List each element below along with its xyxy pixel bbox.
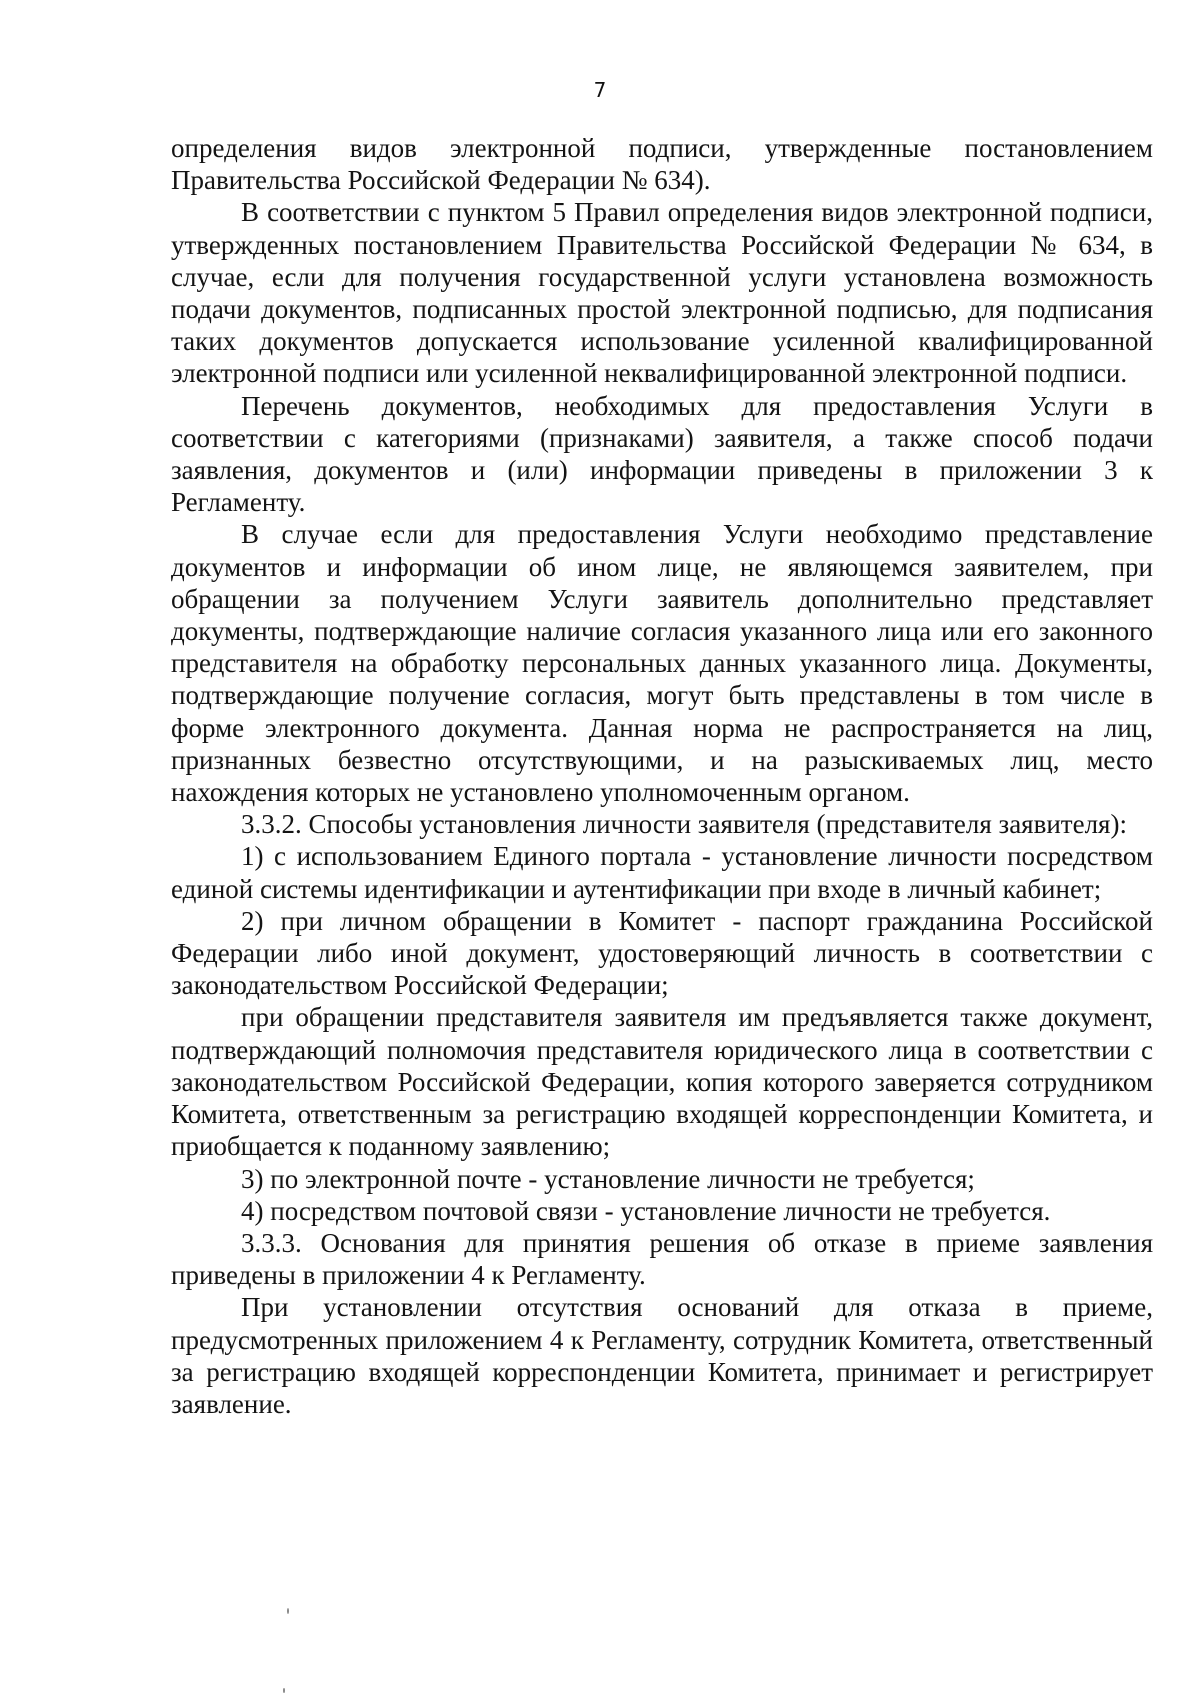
scan-speck [283, 1688, 285, 1693]
list-item-4: 4) посредством почтовой связи - установление личности не требуется. [241, 1195, 1051, 1226]
section-heading-3-3-3: 3.3.3. Основания для принятия решения об отказе в приеме заявления приведены в приложении 4 к Регламенту. [171, 1227, 1153, 1291]
paragraph-third-party-consent: В случае если для предоставления Услуги необходимо представление документов и информации об ином лице, не являющемся заявителем, при обращении за получением Услуги заявитель дополнительно представляет документы, подтверждающие наличие согласия указанного лица или его законного представителя на обработку персональных данных указанного лица. Документы, подтверждающие получение согласия, могут быть представлены в том числе в форме электронного документа. Данная норма не распространяется на лиц, признанных безвестно отсутствующими, и на разыскиваемых лиц, место нахождения которых не установлено уполномоченным органом. [171, 519, 1153, 808]
document-body [171, 132, 1153, 1420]
list-item-1: 1) с использованием Единого портала - установление личности посредством единой системы идентификации и аутентификации при входе в личный кабинет; [171, 841, 1153, 904]
paragraph-signature-rule: В соответствии с пунктом 5 Правил определения видов электронной подписи, утвержденных постановлением Правительства Российской Федерации № 634, в случае, если для получения государственной услуги установлена возможность подачи документов, подписанных простой электронной подписью, для подписания таких документов допускается использование усиленной квалифицированной электронной подписи или усиленной неквалифицированной электронной подписи. [171, 197, 1153, 389]
scan-speck [287, 1608, 289, 1614]
paragraph-documents-list: Перечень документов, необходимых для предоставления Услуги в соответствии с категориями (признаками) заявителя, а также способ подачи заявления, документов и (или) информации приведены в приложении 3 к Регламенту. [171, 390, 1153, 518]
section-heading-3-3-2: 3.3.2. Способы установления личности заявителя (представителя заявителя): [241, 809, 1127, 840]
list-item-3: 3) по электронной почте - установление личности не требуется; [241, 1163, 975, 1194]
page-number: 7 [593, 78, 607, 102]
paragraph-acceptance: При установлении отсутствия оснований для отказа в приеме, предусмотренных приложением 4 к Регламенту, сотрудник Комитета, ответственный за регистрацию входящей корреспонденции Комитета, принимает и регистрирует заявление. [171, 1292, 1153, 1419]
paragraph-continuation: определения видов электронной подписи, утвержденные постановлением Правительства Российской Федерации № 634). [171, 133, 1153, 196]
paragraph-representative: при обращении представителя заявителя им предъявляется также документ, подтверждающий полномочия представителя юридического лица в соответствии с законодательством Российской Федерации, копия которого заверяется сотрудником Комитета, ответственным за регистрацию входящей корреспонденции Комитета, и приобщается к поданному заявлению; [171, 1002, 1153, 1162]
list-item-2: 2) при личном обращении в Комитет - паспорт гражданина Российской Федерации либо иной документ, удостоверяющий личность в соответствии с законодательством Российской Федерации; [171, 905, 1153, 1001]
